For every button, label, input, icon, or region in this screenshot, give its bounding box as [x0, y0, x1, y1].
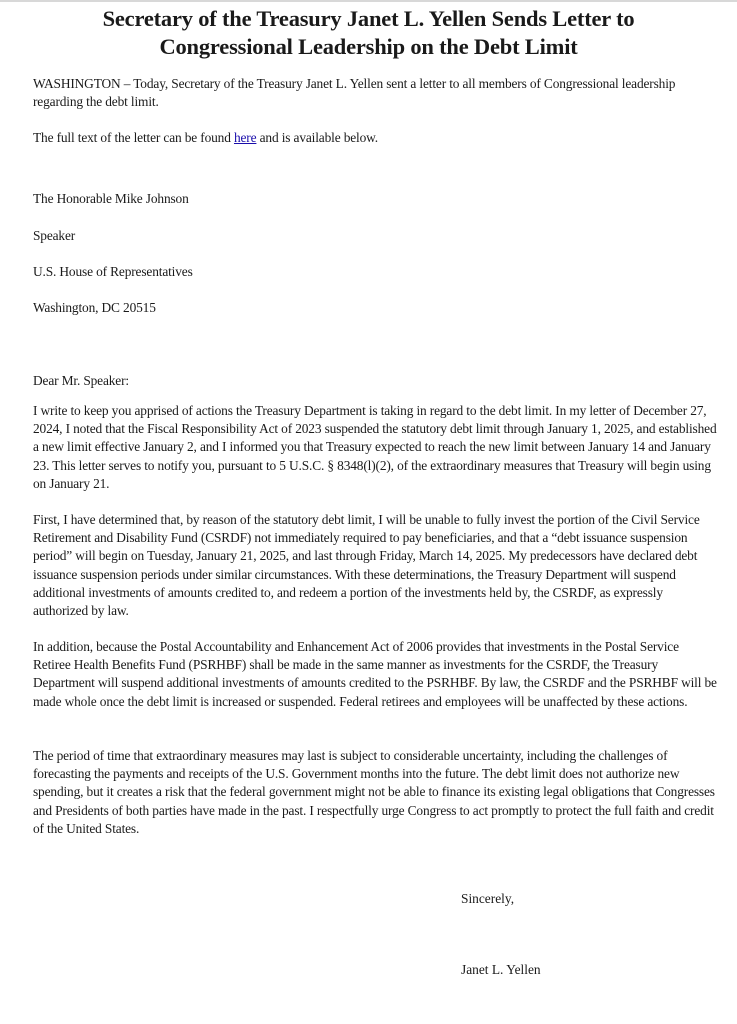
full-text-after: and is available below.	[256, 130, 379, 145]
recipient-organization: U.S. House of Representatives	[33, 264, 193, 279]
recipient-city: Washington, DC 20515	[33, 300, 156, 315]
recipient-name: The Honorable Mike Johnson	[33, 191, 189, 206]
here-link[interactable]: here	[233, 130, 257, 145]
intro-paragraph: WASHINGTON – Today, Secretary of the Treasury Janet L. Yellen sent a letter to all members of Congressional leadership regarding the debt limit.	[33, 76, 676, 110]
page-title: Secretary of the Treasury Janet L. Yellen Sends Letter to Congressional Leadership on the Debt Limit	[102, 6, 635, 59]
full-text-line	[33, 129, 717, 147]
letter-paragraph-3: In addition, because the Postal Accountability and Enhancement Act of 2006 provides that investments in the Postal Service Retiree Health Benefits Fund (PSRHBF) shall be made in the same manner as investments for the CSRDF, the Treasury Department will suspend additional investments of amounts credited to the PSRHBF. By law, the CSRDF and the PSRHBF will be made whole once the debt limit is increased or suspended. Federal retirees and employees will be unaffected by these actions.	[33, 639, 717, 709]
closing: Sincerely,	[461, 891, 515, 906]
full-text-before: The full text of the letter can be found	[33, 130, 234, 145]
salutation: Dear Mr. Speaker:	[33, 373, 129, 388]
recipient-title: Speaker	[33, 228, 76, 243]
letter-paragraph-4: The period of time that extraordinary measures may last is subject to considerable uncertainty, including the challenges of forecasting the payments and receipts of the U.S. Government months into the future. The debt limit does not authorize new spending, but it creates a risk that the federal government might not be able to finance its existing legal obligations that Congresses and Presidents of both parties have made in the past. I respectfully urge Congress to act promptly to protect the full faith and credit of the United States.	[33, 748, 715, 836]
letter-paragraph-1: I write to keep you apprised of actions the Treasury Department is taking in regard to the debt limit. In my letter of December 27, 2024, I noted that the Fiscal Responsibility Act of 2023 suspended the statutory debt limit through January 1, 2025, and established a new limit effective January 2, and I informed you that Treasury expected to reach the new limit between January 14 and January 23. This letter serves to notify you, pursuant to 5 U.S.C. § 8348(l)(2), of the extraordinary measures that Treasury will begin using on January 21.	[33, 403, 717, 491]
signature: Janet L. Yellen	[461, 962, 541, 977]
letter-paragraph-2: First, I have determined that, by reason of the statutory debt limit, I will be unable to fully invest the portion of the Civil Service Retirement and Disability Fund (CSRDF) not immediately required to pay beneficiaries, and that a “debt issuance suspension period” will begin on Tuesday, January 21, 2025, and last through Friday, March 14, 2025. My predecessors have declared debt issuance suspension periods under similar circumstances. With these determinations, the Treasury Department will suspend additional investments of amounts credited to, and redeem a portion of the investments held by, the CSRDF, as expressly authorized by law.	[33, 512, 700, 619]
